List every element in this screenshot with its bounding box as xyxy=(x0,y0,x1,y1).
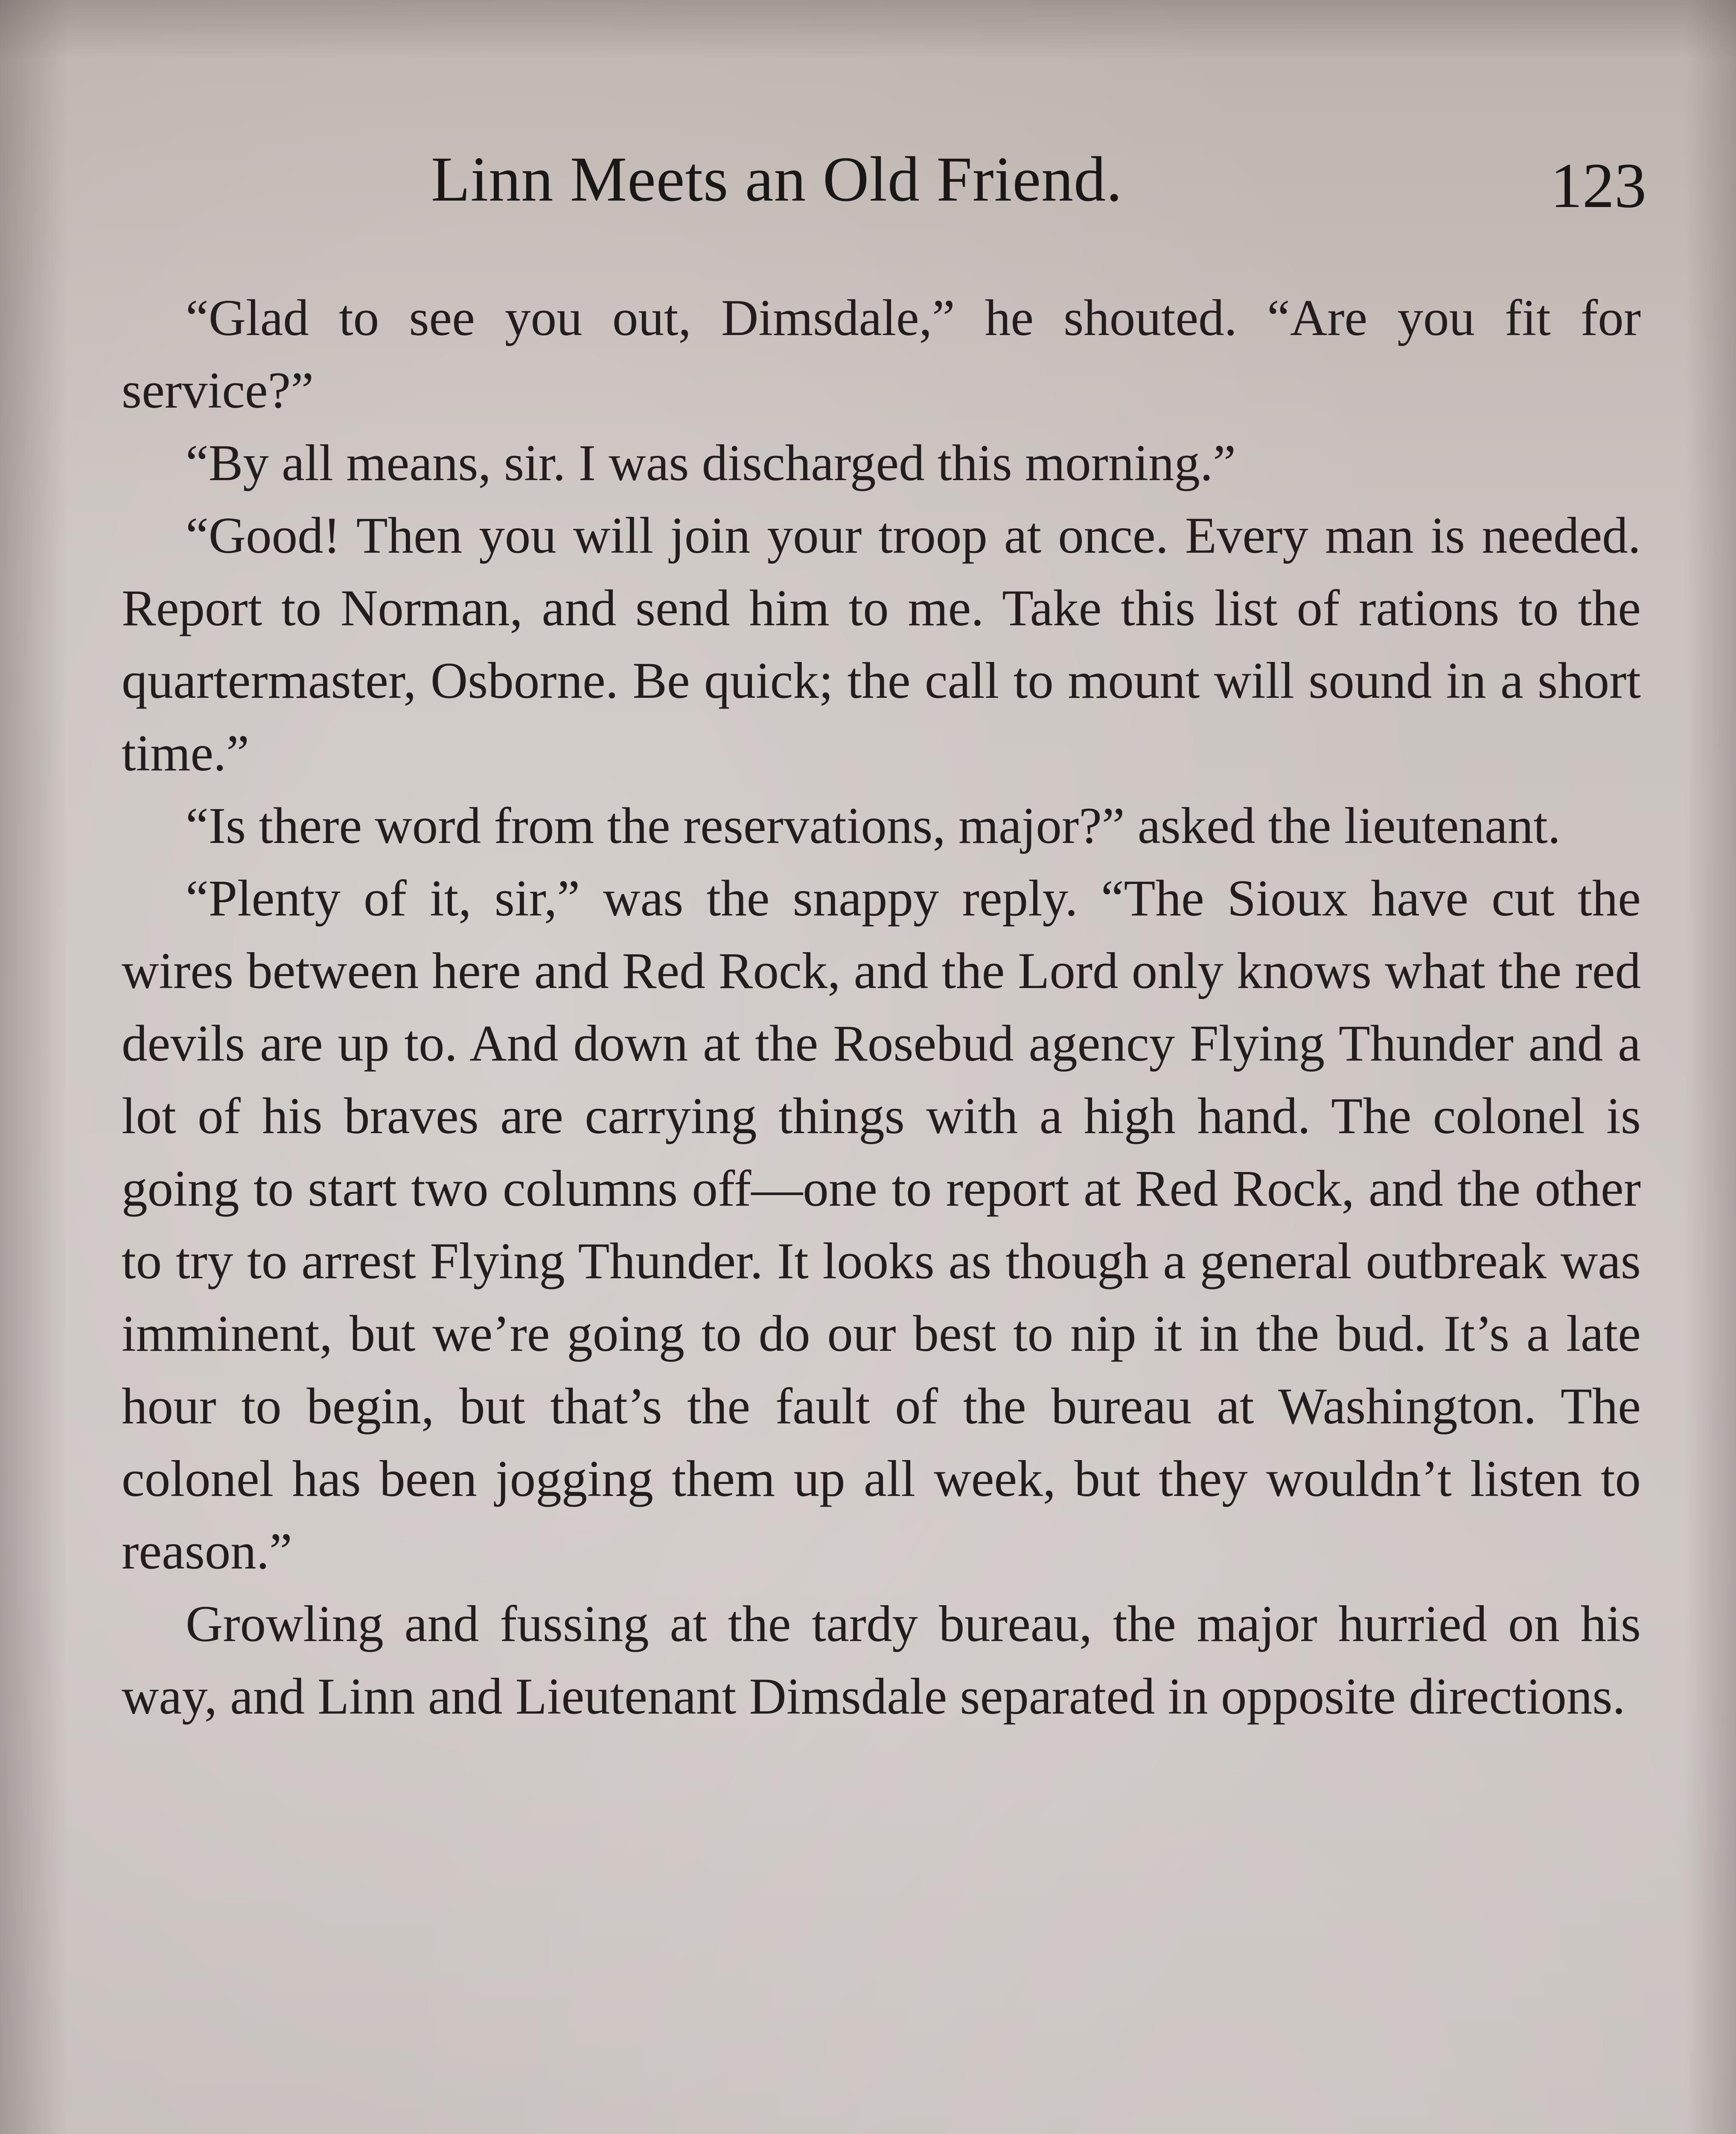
running-head: Linn Meets an Old Friend. xyxy=(431,144,1123,215)
paragraph: “Plenty of it, sir,” was the snappy reply. “The Sioux have cut the wires between here and Red Rock, and the Lord only knows what the red devils are up to. And down at the Rosebud agency Flying Thunder and a lot of his braves are carrying things with a high hand. The colonel is going to start two columns off—one to report at Red Rock, and the other to try to arrest Flying Thunder. It looks as though a general outbreak was imminent, but we’re going to do our best to nip it in the bud. It’s a late hour to begin, but that’s the fault of the bureau at Washington. The colonel has been jogging them up all week, but they wouldn’t listen to reason.” xyxy=(122,870,1641,1580)
paragraph: “Good! Then you will join your troop at once. Every man is needed. Report to Norman, and send him to me. Take this list of rations to the quartermaster, Osborne. Be quick; the call to mount will sound in a short time.” xyxy=(122,507,1641,782)
paragraph: “By all means, sir. I was discharged this morning.” xyxy=(186,434,1236,492)
page-edge-shadow-right xyxy=(1685,0,1736,2134)
page-number: 123 xyxy=(1550,150,1646,221)
page-edge-shadow-left xyxy=(0,0,68,2134)
paragraph: Growling and fussing at the tardy bureau, the major hurried on his way, and Linn and Lieutenant Dimsdale separated in opposite directions. xyxy=(122,1595,1641,1725)
page-edge-shadow-top xyxy=(0,0,1736,60)
paragraph: “Glad to see you out, Dimsdale,” he shouted. “Are you fit for service?” xyxy=(122,289,1641,419)
body-text xyxy=(122,282,1641,1733)
paragraph: “Is there word from the reservations, major?” asked the lieutenant. xyxy=(186,797,1561,854)
